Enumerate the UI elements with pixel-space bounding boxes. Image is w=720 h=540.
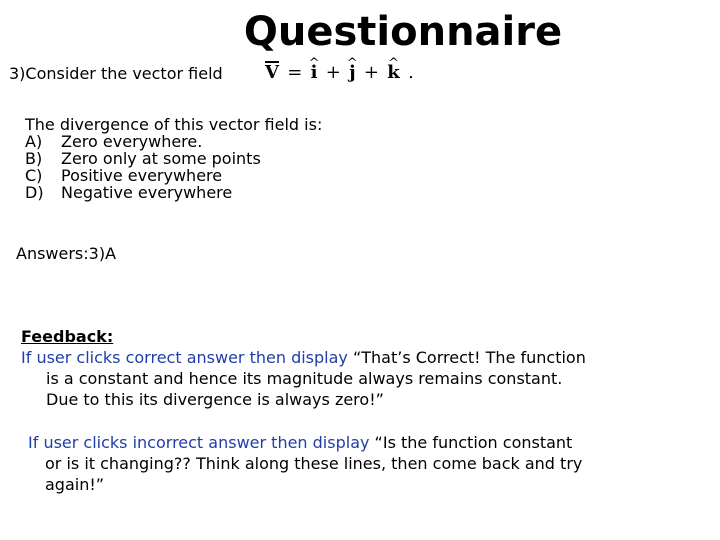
question-block <box>25 116 322 201</box>
formula-plus-2: + <box>363 62 380 83</box>
option-letter: A) <box>25 132 43 151</box>
incorrect-feedback <box>28 432 708 495</box>
option-letter: B) <box>25 149 43 168</box>
option-text: Zero only at some points <box>61 149 261 168</box>
feedback-heading: Feedback: <box>21 327 114 346</box>
option-letter: D) <box>25 183 44 202</box>
correct-message-line2: is a constant and hence its magnitude always remains constant. <box>46 369 563 388</box>
vector-formula <box>265 58 416 88</box>
option-a[interactable] <box>25 133 322 150</box>
formula-equals: = <box>287 62 303 83</box>
incorrect-message-line3: again!” <box>45 475 105 494</box>
correct-condition: If user clicks correct answer then display <box>21 348 348 367</box>
option-b[interactable] <box>25 150 322 167</box>
option-c[interactable] <box>25 167 322 184</box>
formula-term-j: ^ j <box>349 58 356 88</box>
page-title: Questionnaire <box>243 9 563 55</box>
answers-line: Answers:3)A <box>16 244 117 263</box>
option-text: Zero everywhere. <box>61 132 203 151</box>
option-text: Negative everywhere <box>61 183 233 202</box>
formula-term-k: ^ k <box>387 58 399 88</box>
question-prompt: The divergence of this vector field is: <box>25 115 323 134</box>
correct-feedback <box>21 347 701 410</box>
correct-message-line3: Due to this its divergence is always zero!” <box>46 390 384 409</box>
incorrect-condition: If user clicks incorrect answer then display <box>28 433 370 452</box>
formula-plus-1: + <box>325 62 341 83</box>
option-d[interactable] <box>25 184 322 201</box>
formula-lhs: V <box>265 58 279 88</box>
option-letter: C) <box>25 166 43 185</box>
option-text: Positive everywhere <box>61 166 223 185</box>
incorrect-message-line1: “Is the function constant <box>369 433 573 452</box>
feedback-section <box>21 326 701 410</box>
incorrect-message-line2: or is it changing?? Think along these lines, then come back and try <box>45 454 583 473</box>
formula-term-i: ^ i <box>311 58 318 88</box>
formula-end: . <box>408 62 414 83</box>
question-text: 3)Consider the vector field <box>9 64 223 83</box>
correct-message-line1: “That’s Correct! The function <box>347 348 586 367</box>
